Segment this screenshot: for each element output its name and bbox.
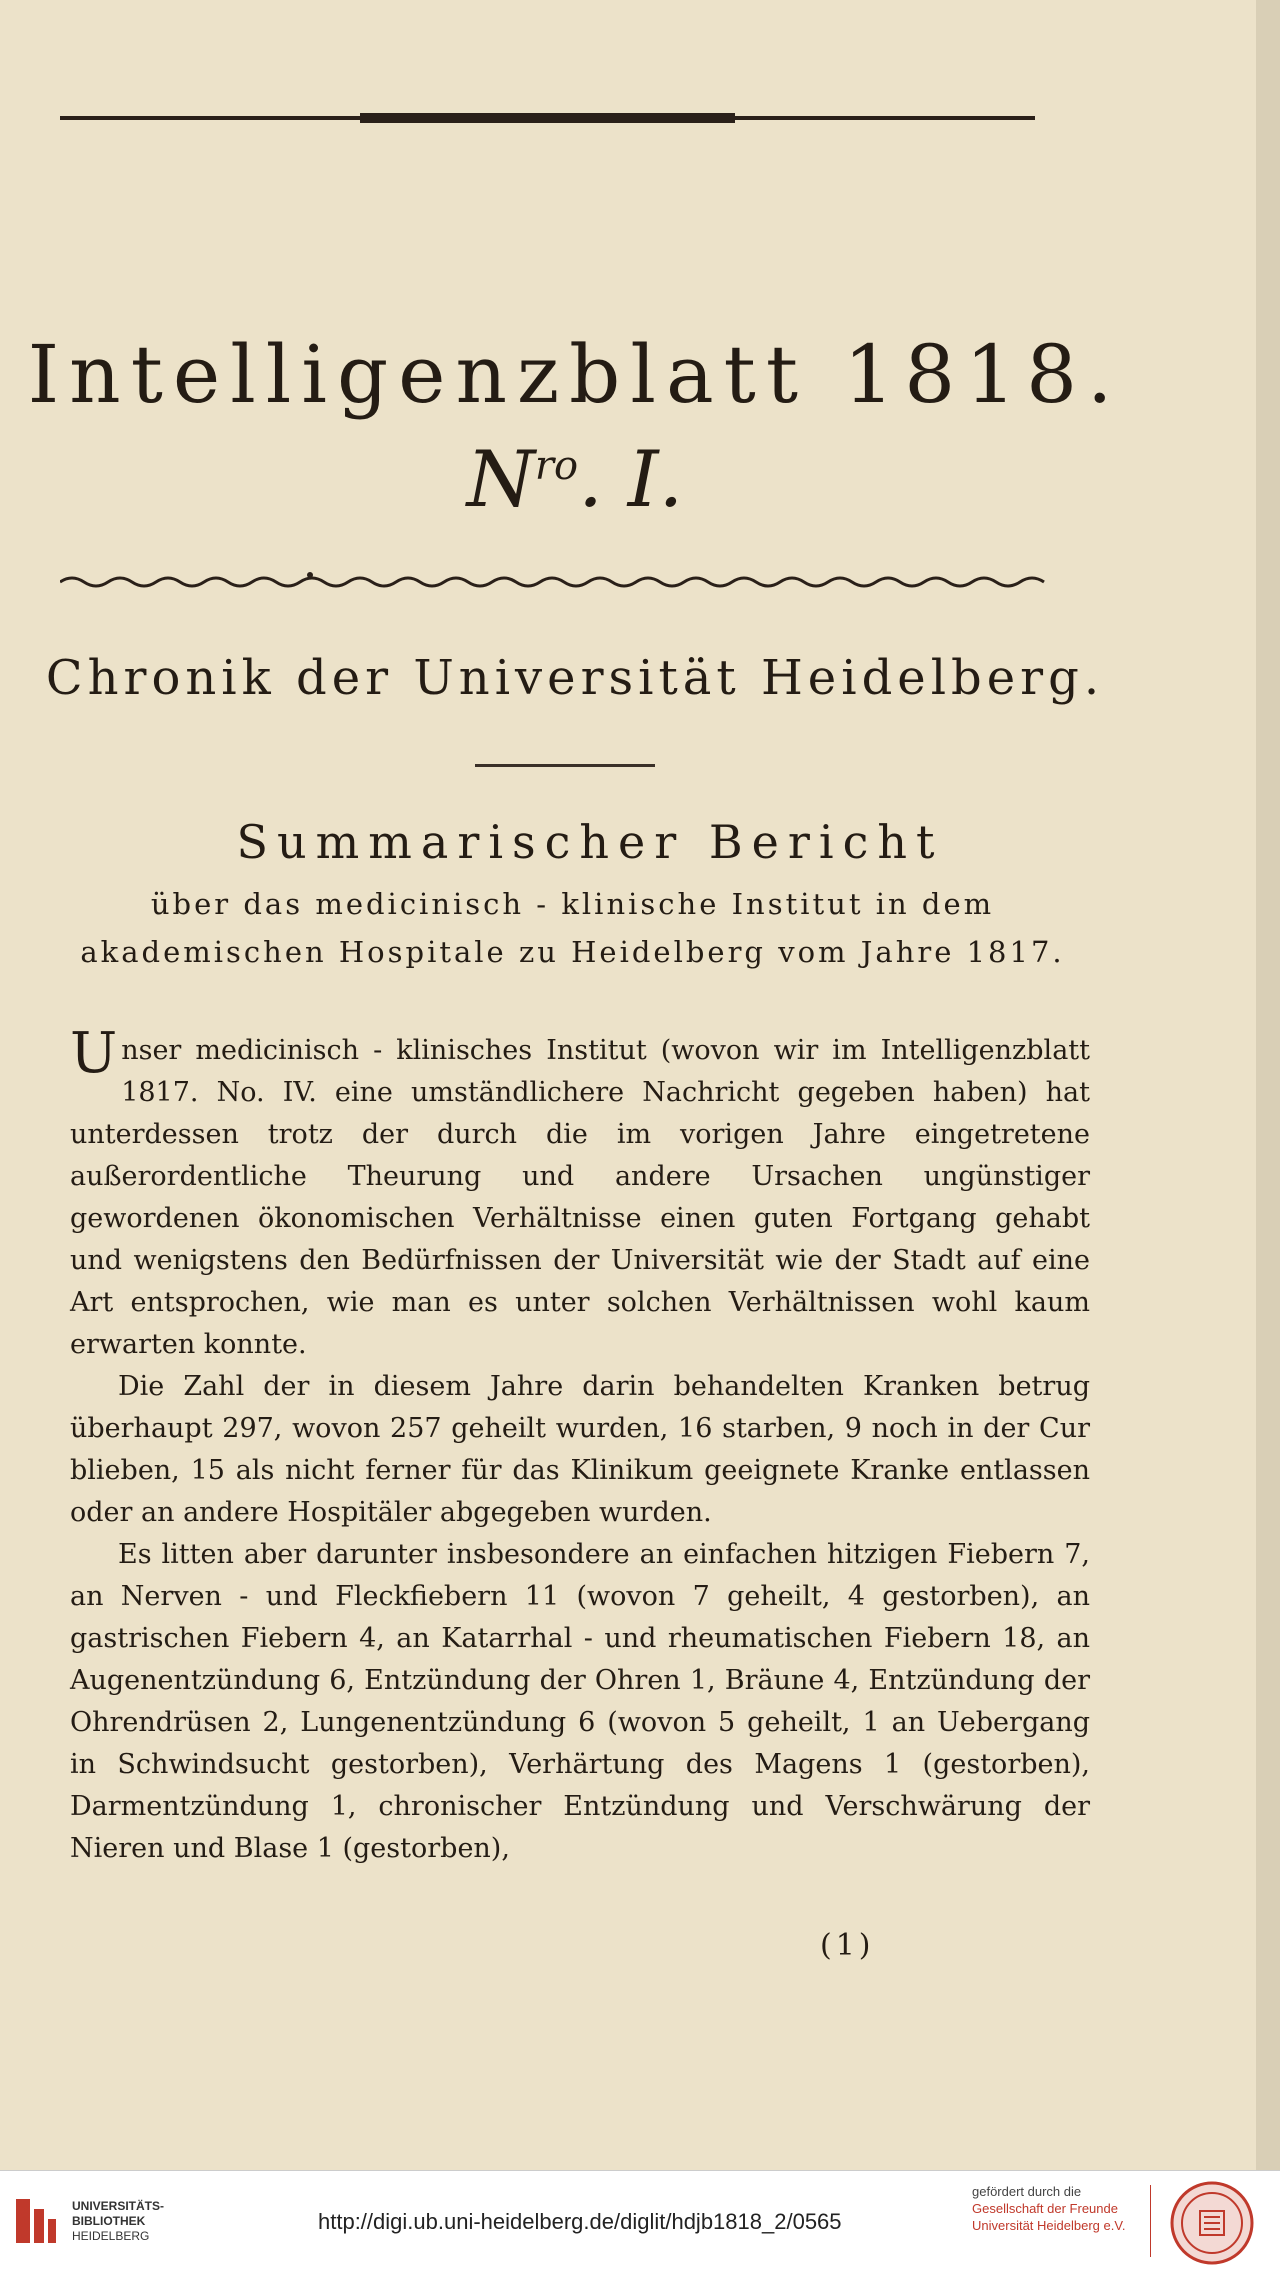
page-edge <box>1256 0 1280 2170</box>
library-line-3: HEIDELBERG <box>72 2229 150 2243</box>
ub-heidelberg-logo-icon <box>14 2193 58 2249</box>
footer-bar <box>0 2170 1280 2270</box>
paragraph-1-text: nser medicinisch - klinisches Institut (wovon wir im Intelligenzblatt 1817. No. IV. eine umständlichere Nachricht gegeben haben) hat unterdessen trotz der durch die im vorigen Jahre eingetretene außerordentliche Theurung und andere Ursachen ungünstiger gewordenen ökonomischen Verhältnisse einen guten Fortgang gehabt und wenigstens den Bedürfnissen der Universität wie der Stadt auf eine Art entsprochen, wie man es unter solchen Verhältnissen wohl kaum erwarten konnte. <box>70 1035 1090 1360</box>
report-subtitle: über das medicinisch - klinische Institut in dem akademischen Hospitale zu Heidelberg vom Jahre 1817. <box>80 887 1065 969</box>
sponsor-divider <box>1150 2185 1151 2257</box>
short-divider <box>475 764 655 767</box>
section-title: Chronik der Universität Heidelberg. <box>45 650 1105 706</box>
sponsor-lead: gefördert durch die <box>972 2184 1082 2199</box>
permalink-url[interactable]: http://digi.ub.uni-heidelberg.de/diglit/hdjb1818_2/0565 <box>318 2209 842 2234</box>
issue-suffix: . I. <box>578 435 684 525</box>
paragraph-2: Die Zahl der in diesem Jahre darin behandelten Kranken betrug überhaupt 297, wovon 257 geheilt wurden, 16 starben, 9 noch in der Cur blieben, 15 als nicht ferner für das Klinikum geeignete Kranke entlassen oder an andere Hospitäler abgegeben wurden. <box>70 1371 1090 1528</box>
paragraph-1 <box>70 1021 1090 1366</box>
library-name <box>72 2199 164 2244</box>
body-text <box>70 1021 1090 1870</box>
sponsor-org-line-2: Universität Heidelberg e.V. <box>972 2218 1126 2233</box>
publication-title: Intelligenzblatt 1818. <box>27 328 1123 421</box>
library-line-1: UNIVERSITÄTS- <box>72 2199 165 2213</box>
library-line-2: BIBLIOTHEK <box>72 2214 146 2228</box>
top-ornamental-rule <box>60 112 1035 124</box>
issue-prefix: N <box>466 435 535 525</box>
sponsor-org-line-1: Gesellschaft der Freunde <box>972 2201 1118 2216</box>
wavy-divider <box>60 570 1055 594</box>
university-seal-icon <box>1170 2181 1254 2265</box>
paragraph-3: Es litten aber darunter insbesondere an einfachen hitzigen Fiebern 7, an Nerven - und Fleckfiebern 11 (wovon 7 geheilt, 4 gestorben), an gastrischen Fiebern 4, an Katarrhal - und rheumatischen Fiebern 18, an Augenentzündung 6, Entzündung der Ohren 1, Bräune 4, Entzündung der Ohrendrüsen 2, Lungenentzündung 6 (wovon 5 geheilt, 1 an Uebergang in Schwindsucht gestorben), Verhärtung des Magens 1 (gestorben), Darmentzündung 1, chronischer Entzündung und Verschwärung der Nieren und Blase 1 (gestorben), <box>70 1539 1090 1864</box>
page-number: (1) <box>820 1928 875 1963</box>
issue-number <box>0 435 1150 525</box>
report-title: Summarischer Bericht <box>236 815 944 869</box>
issue-sup: ro <box>534 443 579 489</box>
drop-cap: U <box>70 1021 118 1086</box>
